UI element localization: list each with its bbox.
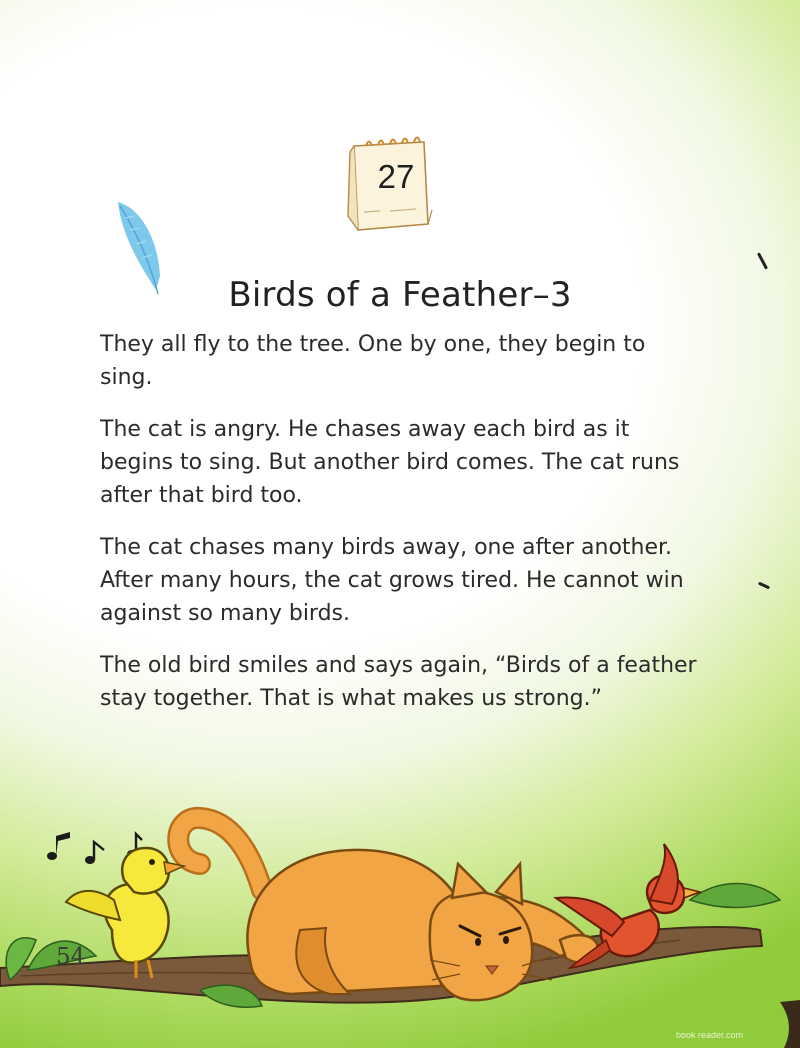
paragraph: The cat chases many birds away, one after another. After many hours, the cat grows tired. He cannot win against so many birds.: [100, 535, 684, 626]
decorative-tick: [757, 252, 768, 269]
decorative-tick: [758, 582, 770, 590]
story-text: [100, 328, 700, 734]
page-title: Birds of a Feather–3: [228, 274, 572, 315]
birds-and-cat-illustration: [0, 780, 800, 1048]
paragraph: They all fly to the tree. One by one, they begin to sing.: [100, 332, 646, 390]
page-number: 54: [56, 944, 86, 970]
paragraph: The old bird smiles and says again, “Birds of a feather stay together. That is what makes us strong.”: [100, 653, 697, 711]
day-number: 27: [377, 158, 415, 195]
watermark: book reader.com: [676, 1030, 744, 1040]
paragraph: The cat is angry. He chases away each bird as it begins to sing. But another bird comes. The cat runs after that bird too.: [100, 417, 680, 508]
